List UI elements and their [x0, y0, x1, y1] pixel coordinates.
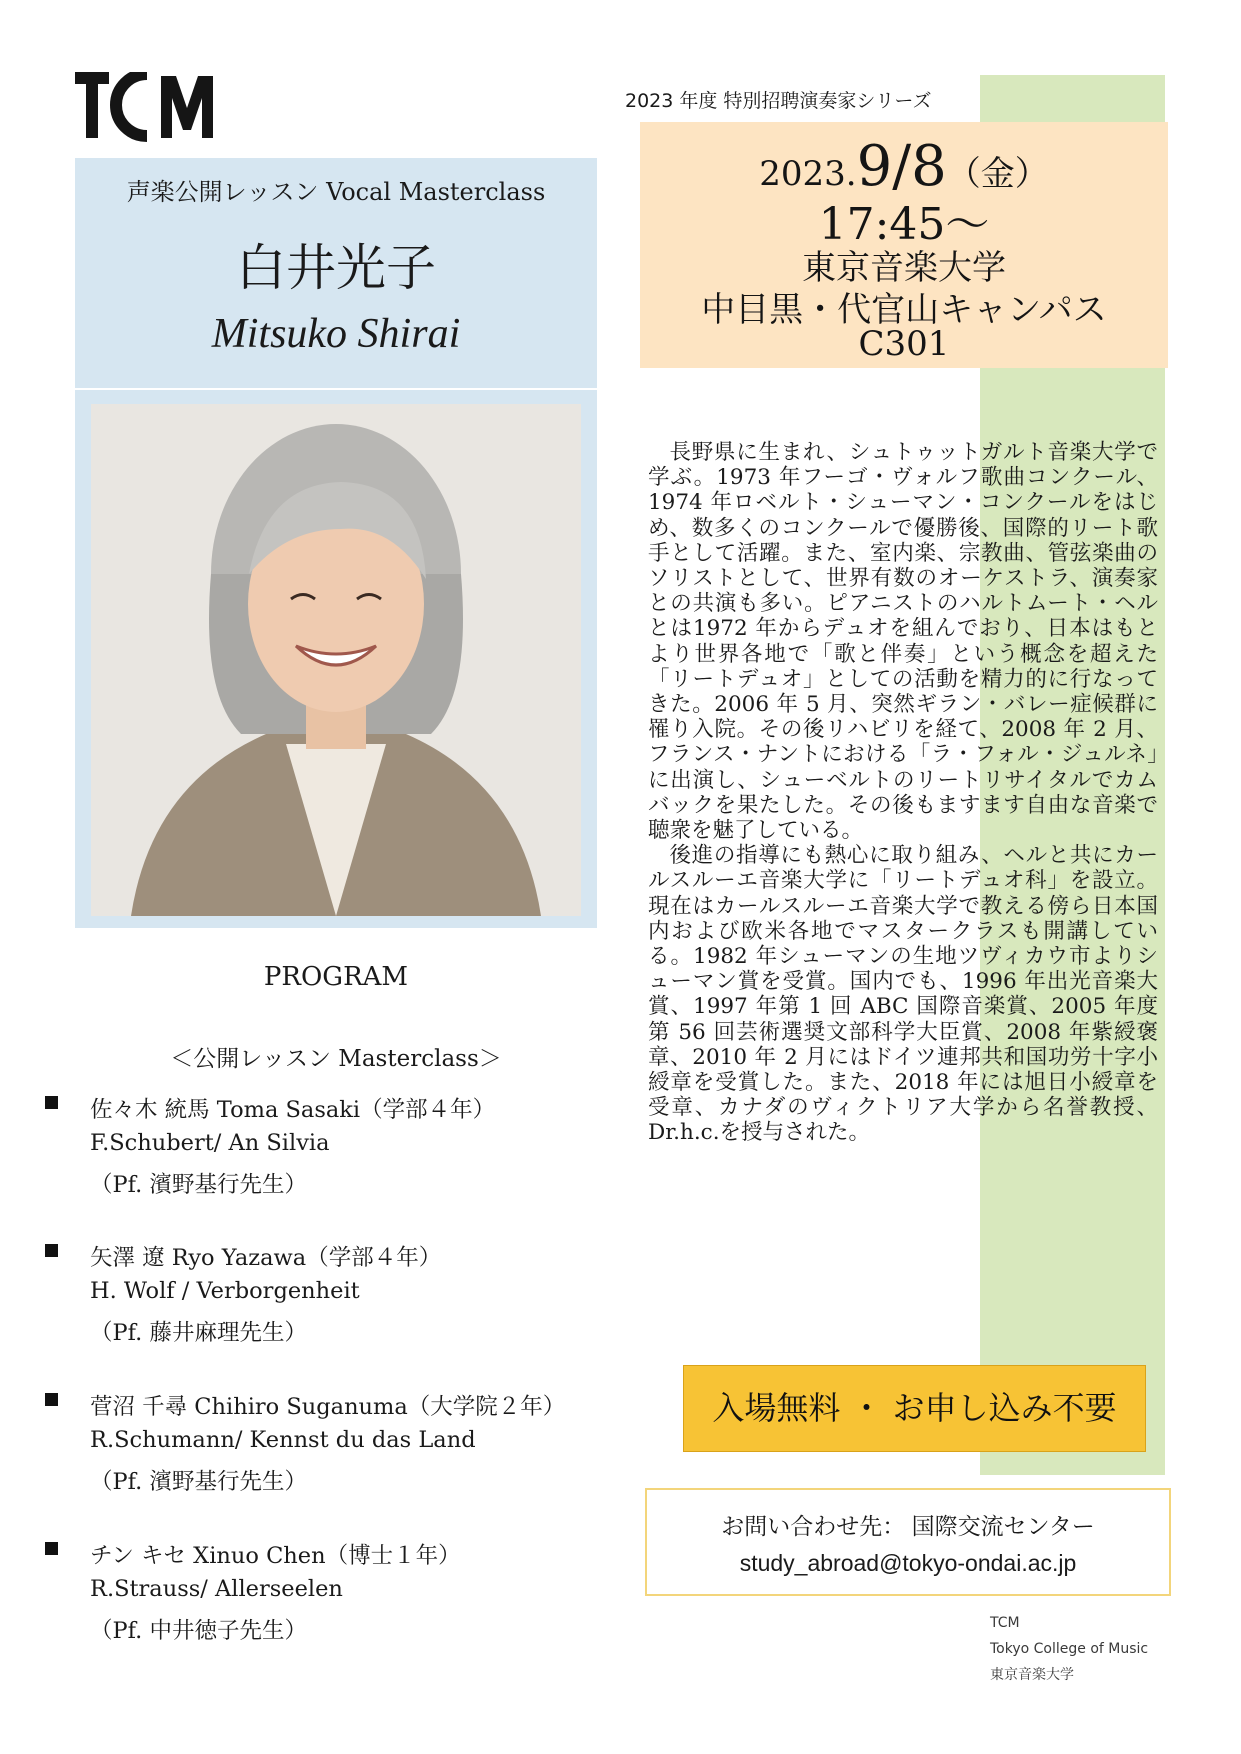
venue-line-3: C301: [858, 324, 950, 364]
venue-line-1: 東京音楽大学: [802, 248, 1006, 288]
contact-box: [645, 1488, 1171, 1596]
pianist: （Pf. 藤井麻理先生）: [90, 1320, 307, 1346]
pianist: （Pf. 濱野基行先生）: [90, 1469, 307, 1495]
event-date-box: [640, 122, 1168, 368]
contact-email[interactable]: study_abroad@tokyo-ondai.ac.jp: [739, 1550, 1077, 1576]
pianist: （Pf. 中井徳子先生）: [90, 1618, 307, 1644]
pianist: （Pf. 濱野基行先生）: [90, 1172, 307, 1198]
program-subheading: ＜公開レッスン Masterclass＞: [170, 1046, 502, 1072]
bullet-square-icon: [45, 1096, 58, 1109]
performer: 矢澤 遼 Ryo Yazawa（学部４年）: [90, 1245, 442, 1271]
admission-banner: 入場無料 ・ お申し込み不要: [683, 1365, 1146, 1452]
date-year: 2023.: [759, 154, 857, 194]
performer: 菅沼 千尋 Chihiro Suganuma（大学院２年）: [90, 1394, 566, 1420]
contact-label: お問い合わせ先： 国際交流センター: [721, 1513, 1095, 1539]
footer-line-2: Tokyo College of Music: [990, 1641, 1149, 1657]
date-day-month: 9/8: [856, 134, 947, 199]
piece: R.Strauss/ Allerseelen: [90, 1576, 343, 1602]
bullet-square-icon: [45, 1244, 58, 1257]
bullet-square-icon: [45, 1542, 58, 1555]
venue-line-2: 中目黒・代官山キャンパス: [701, 290, 1107, 330]
bio-paragraph: 長野県に生まれ、シュトゥットガルト音楽大学で学ぶ。1973 年フーゴ・ヴォルフ歌曲コンクール、1974 年ロベルト・シューマン・コンクールをはじめ、数多くのコンクールで優勝後、国際的リート歌手として活躍。また、室内楽、宗教曲、管弦楽曲のソリストとして、世界有数のオーケストラ、演奏家との共演も多い。ピアニストのハルトムート・ヘルとは1972 年からデュオを組んでおり、日本はもとより世界各地で「歌と伴奏」という概念を超えた「リートデュオ」としての活動を精力的に行なってきた。2006 年 5 月、突然ギラン・バレー症候群に罹り入院。その後リハビリを経て、2008 年 2 月、フランス・ナントにおける「ラ・フォル・ジュルネ」に出演し、シューベルトのリートリサイタルでカムバックを果たした。その後もますます自由な音楽で聴衆を魅了している。: [648, 440, 1158, 844]
footer-college-name: [990, 1610, 1148, 1688]
event-time: 17:45〜: [818, 199, 990, 250]
artist-name-japanese: 白井光子: [236, 239, 436, 297]
piece: F.Schubert/ An Silvia: [90, 1130, 330, 1156]
bullet-square-icon: [45, 1393, 58, 1406]
artist-portrait: [91, 404, 581, 916]
artist-biography: [648, 440, 1158, 1146]
footer-line-1: TCM: [990, 1615, 1020, 1631]
footer-line-3: 東京音楽大学: [990, 1667, 1074, 1683]
performer: チン キセ Xinuo Chen（博士１年）: [90, 1543, 461, 1569]
series-title: 2023 年度 特別招聘演奏家シリーズ: [625, 90, 932, 112]
date-weekday: （金）: [946, 154, 1049, 194]
artist-name-english: Mitsuko Shirai: [211, 311, 461, 357]
bio-paragraph: 後進の指導にも熱心に取り組み、ヘルと共にカールスルーエ音楽大学に「リートデュオ科」を設立。現在はカールスルーエ音楽大学で教える傍ら日本国内および欧米各地でマスタークラスも開講している。1982 年シューマンの生地ツヴィカウ市よりシューマン賞を受賞。国内でも、1996 年出光音楽大賞、1997 年第 1 回 ABC 国際音楽賞、2005 年度第 56 回芸術選奨文部科学大臣賞、2008 年紫綬褒章、2010 年 2 月にはドイツ連邦共和国功労十字小綬章を受賞した。また、2018 年には旭日小綬章を受章、カナダのヴィクトリア大学から名誉教授、Dr.h.c.を授与された。: [648, 843, 1158, 1146]
performer: 佐々木 統馬 Toma Sasaki（学部４年）: [90, 1097, 496, 1123]
tcm-logo: [75, 72, 215, 148]
piece: R.Schumann/ Kennst du das Land: [90, 1427, 476, 1453]
program-heading: PROGRAM: [263, 962, 409, 992]
piece: H. Wolf / Verborgenheit: [90, 1278, 360, 1304]
portrait-frame: [75, 390, 597, 928]
title-box: [75, 158, 597, 388]
masterclass-subtitle: 声楽公開レッスン Vocal Masterclass: [126, 178, 546, 206]
